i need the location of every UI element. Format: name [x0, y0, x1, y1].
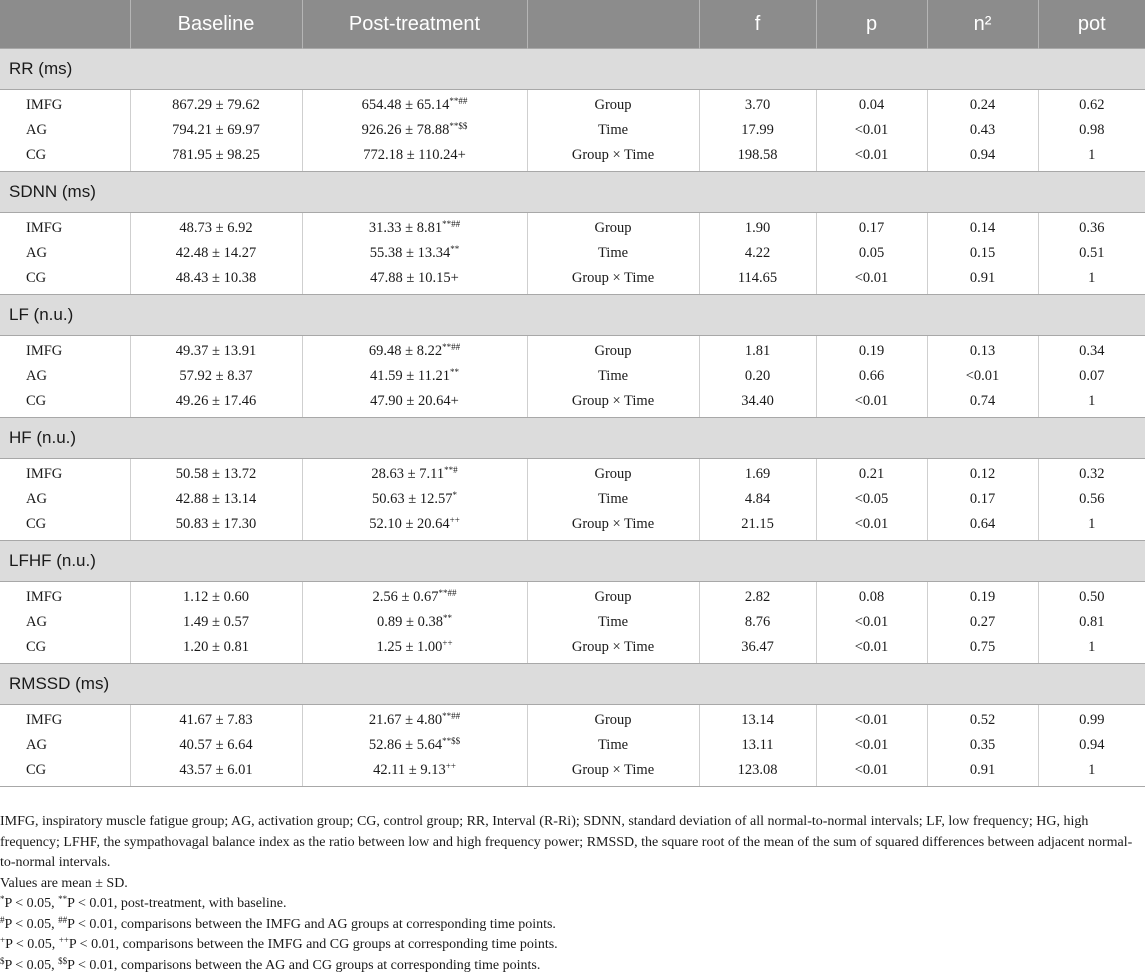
n2-cell: 0.74: [927, 389, 1038, 418]
p-cell: <0.01: [816, 610, 927, 635]
post-treatment-value: 31.33 ± 8.81: [368, 220, 443, 236]
table-row: [0, 241, 1145, 266]
n2-cell: 0.15: [927, 241, 1038, 266]
baseline-cell: 43.57 ± 6.01: [130, 758, 302, 787]
effect-cell: Group × Time: [527, 143, 699, 172]
effect-cell: Group × Time: [527, 758, 699, 787]
f-cell: 36.47: [699, 635, 816, 664]
n2-cell: 0.94: [927, 143, 1038, 172]
note-text: P < 0.05,: [4, 916, 59, 932]
note-symbol: $: [0, 955, 5, 966]
f-cell: 123.08: [699, 758, 816, 787]
effect-cell: Time: [527, 610, 699, 635]
table-row: [0, 266, 1145, 295]
note-abbreviations: IMFG, inspiratory muscle fatigue group; AG, activation group; CG, control group; RR, Interval (R-Ri); SDNN, standard deviation of all normal-to-normal intervals; LF, low frequency; HG, high frequency; LFHF, the sympathovagal balance index as the ratio between low and high frequency power; RMSSD, the square root of the mean of the sum of squared differences between adjacent normal-to-normal intervals.: [0, 814, 1133, 870]
n2-cell: <0.01: [927, 364, 1038, 389]
baseline-cell: 49.26 ± 17.46: [130, 389, 302, 418]
n2-cell: 0.52: [927, 705, 1038, 734]
post-treatment-cell: [302, 143, 527, 172]
note-line: [0, 935, 1140, 956]
note-text: P < 0.05,: [5, 937, 59, 952]
p-cell: <0.01: [816, 635, 927, 664]
pot-cell: 0.56: [1038, 487, 1145, 512]
group-cell: CG: [0, 266, 130, 295]
baseline-cell: 48.73 ± 6.92: [130, 213, 302, 242]
post-treatment-value: 50.63 ± 12.57: [372, 491, 453, 507]
effect-cell: Time: [527, 241, 699, 266]
section-row: [0, 295, 1145, 336]
group-cell: AG: [26, 737, 47, 753]
f-cell: 1.81: [699, 336, 816, 365]
header-f: f: [699, 0, 816, 49]
significance-marker: *: [452, 490, 457, 500]
section-title: RMSSD (ms): [0, 664, 1145, 705]
n2-cell: 0.17: [927, 487, 1038, 512]
note-symbol: ++: [58, 935, 69, 945]
post-treatment-cell: [302, 610, 527, 635]
effect-cell: Group: [527, 705, 699, 734]
post-treatment-cell: [302, 364, 527, 389]
table-row: [0, 459, 1145, 488]
n2-cell: 0.91: [927, 758, 1038, 787]
significance-marker: **#: [444, 465, 458, 475]
significance-marker: ++: [442, 638, 453, 648]
p-cell: <0.01: [816, 143, 927, 172]
f-cell: 1.69: [699, 459, 816, 488]
section-row: [0, 172, 1145, 213]
post-treatment-value: 47.88 ± 10.15+: [370, 270, 459, 286]
effect-cell: Group: [527, 459, 699, 488]
p-cell: 0.04: [816, 90, 927, 119]
section-row: [0, 418, 1145, 459]
post-treatment-cell: [302, 582, 527, 611]
post-treatment-value: 2.56 ± 0.67: [372, 589, 439, 605]
p-cell: 0.66: [816, 364, 927, 389]
table-row: [0, 733, 1145, 758]
group-cell: CG: [0, 143, 130, 172]
post-treatment-value: 52.86 ± 5.64: [368, 737, 443, 753]
group-cell: AG: [26, 491, 47, 507]
baseline-cell: 40.57 ± 6.64: [130, 733, 302, 758]
p-cell: 0.05: [816, 241, 927, 266]
group-cell: IMFG: [26, 712, 63, 728]
baseline-cell: 1.20 ± 0.81: [130, 635, 302, 664]
table-row: [0, 705, 1145, 734]
f-cell: 4.22: [699, 241, 816, 266]
f-cell: 4.84: [699, 487, 816, 512]
table-row: [0, 512, 1145, 541]
p-cell: <0.01: [816, 733, 927, 758]
n2-cell: 0.64: [927, 512, 1038, 541]
post-treatment-cell: [302, 512, 527, 541]
p-cell: <0.01: [816, 389, 927, 418]
baseline-cell: 42.88 ± 13.14: [130, 487, 302, 512]
significance-marker: **##: [438, 588, 457, 598]
header-baseline: Baseline: [130, 0, 302, 49]
table-row: [0, 213, 1145, 242]
note-line: [0, 894, 1140, 915]
f-cell: 13.11: [699, 733, 816, 758]
note-values: Values are mean ± SD.: [0, 875, 128, 891]
p-cell: <0.01: [816, 266, 927, 295]
note-symbol: $$: [58, 955, 68, 966]
header-pot: pot: [1038, 0, 1145, 49]
table-row: [0, 143, 1145, 172]
post-treatment-value: 926.26 ± 78.88: [361, 122, 450, 138]
f-cell: 3.70: [699, 90, 816, 119]
f-cell: 17.99: [699, 118, 816, 143]
section-title: LF (n.u.): [0, 295, 1145, 336]
pot-cell: 1: [1038, 266, 1145, 295]
p-cell: 0.08: [816, 582, 927, 611]
header-post-treatment: Post-treatment: [302, 0, 527, 49]
significance-marker: **: [449, 367, 459, 377]
baseline-cell: 50.58 ± 13.72: [130, 459, 302, 488]
group-cell: AG: [26, 614, 47, 630]
group-cell: AG: [26, 245, 47, 261]
post-treatment-cell: [302, 459, 527, 488]
note-symbol: ##: [58, 914, 68, 925]
post-treatment-value: 28.63 ± 7.11: [371, 466, 445, 482]
header-p: p: [816, 0, 927, 49]
post-treatment-value: 772.18 ± 110.24+: [363, 147, 466, 163]
effect-cell: Group: [527, 90, 699, 119]
f-cell: 8.76: [699, 610, 816, 635]
post-treatment-cell: [302, 90, 527, 119]
section-row: [0, 49, 1145, 90]
pot-cell: 0.32: [1038, 459, 1145, 488]
p-cell: <0.01: [816, 705, 927, 734]
p-cell: <0.01: [816, 512, 927, 541]
note-line: [0, 915, 1140, 936]
table-row: [0, 487, 1145, 512]
pot-cell: 1: [1038, 389, 1145, 418]
baseline-cell: 50.83 ± 17.30: [130, 512, 302, 541]
effect-cell: Time: [527, 118, 699, 143]
group-cell: IMFG: [26, 589, 63, 605]
note-text: P < 0.01, comparisons between the AG and CG groups at corresponding time points.: [67, 957, 541, 973]
effect-cell: Group × Time: [527, 635, 699, 664]
section-title: SDNN (ms): [0, 172, 1145, 213]
table-row: [0, 364, 1145, 389]
group-cell: AG: [26, 368, 47, 384]
p-cell: <0.01: [816, 758, 927, 787]
pot-cell: 0.36: [1038, 213, 1145, 242]
pot-cell: 0.07: [1038, 364, 1145, 389]
pot-cell: 0.62: [1038, 90, 1145, 119]
pot-cell: 0.34: [1038, 336, 1145, 365]
p-cell: 0.19: [816, 336, 927, 365]
n2-cell: 0.35: [927, 733, 1038, 758]
baseline-cell: 42.48 ± 14.27: [130, 241, 302, 266]
f-cell: 2.82: [699, 582, 816, 611]
baseline-cell: 781.95 ± 98.25: [130, 143, 302, 172]
table-row: [0, 582, 1145, 611]
note-significance-lines: [0, 894, 1140, 976]
n2-cell: 0.75: [927, 635, 1038, 664]
post-treatment-cell: [302, 487, 527, 512]
header-row: [0, 0, 1145, 49]
post-treatment-cell: [302, 733, 527, 758]
group-cell: IMFG: [26, 466, 63, 482]
note-text: P < 0.05,: [4, 957, 59, 973]
table-row: [0, 90, 1145, 119]
table-row: [0, 389, 1145, 418]
header-n2: n²: [927, 0, 1038, 49]
significance-marker: **##: [442, 711, 461, 721]
effect-cell: Time: [527, 733, 699, 758]
n2-cell: 0.43: [927, 118, 1038, 143]
post-treatment-value: 654.48 ± 65.14: [361, 97, 450, 113]
group-cell: CG: [0, 389, 130, 418]
post-treatment-value: 41.59 ± 11.21: [370, 368, 450, 384]
post-treatment-value: 69.48 ± 8.22: [368, 343, 443, 359]
n2-cell: 0.24: [927, 90, 1038, 119]
pot-cell: 0.98: [1038, 118, 1145, 143]
significance-marker: **: [442, 613, 452, 623]
n2-cell: 0.14: [927, 213, 1038, 242]
post-treatment-cell: [302, 635, 527, 664]
group-cell: CG: [0, 758, 130, 787]
table-row: [0, 336, 1145, 365]
post-treatment-cell: [302, 118, 527, 143]
n2-cell: 0.27: [927, 610, 1038, 635]
f-cell: 34.40: [699, 389, 816, 418]
table-body: [0, 49, 1145, 787]
note-text: P < 0.05,: [4, 896, 59, 911]
section-row: [0, 664, 1145, 705]
significance-marker: **$$: [449, 121, 468, 131]
post-treatment-cell: [302, 705, 527, 734]
significance-marker: **##: [442, 219, 461, 229]
header-effect: [527, 0, 699, 49]
post-treatment-cell: [302, 389, 527, 418]
table-row: [0, 758, 1145, 787]
baseline-cell: 57.92 ± 8.37: [130, 364, 302, 389]
table-row: [0, 118, 1145, 143]
p-cell: <0.05: [816, 487, 927, 512]
pot-cell: 1: [1038, 758, 1145, 787]
pot-cell: 0.50: [1038, 582, 1145, 611]
p-cell: 0.21: [816, 459, 927, 488]
f-cell: 21.15: [699, 512, 816, 541]
header-blank: [0, 0, 130, 49]
f-cell: 198.58: [699, 143, 816, 172]
note-symbol: #: [0, 914, 5, 925]
post-treatment-value: 42.11 ± 9.13: [373, 762, 446, 778]
effect-cell: Group × Time: [527, 266, 699, 295]
post-treatment-value: 1.25 ± 1.00: [376, 639, 443, 655]
n2-cell: 0.12: [927, 459, 1038, 488]
section-title: LFHF (n.u.): [0, 541, 1145, 582]
post-treatment-value: 52.10 ± 20.64: [369, 516, 450, 532]
group-cell: CG: [0, 512, 130, 541]
post-treatment-cell: [302, 213, 527, 242]
significance-marker: **##: [442, 342, 461, 352]
note-symbol: +: [0, 935, 6, 945]
baseline-cell: 41.67 ± 7.83: [130, 705, 302, 734]
pot-cell: 1: [1038, 512, 1145, 541]
effect-cell: Group: [527, 213, 699, 242]
post-treatment-cell: [302, 266, 527, 295]
post-treatment-value: 55.38 ± 13.34: [369, 245, 451, 261]
f-cell: 13.14: [699, 705, 816, 734]
pot-cell: 0.99: [1038, 705, 1145, 734]
p-cell: <0.01: [816, 118, 927, 143]
note-symbol: *: [0, 894, 5, 904]
group-cell: IMFG: [26, 97, 63, 113]
n2-cell: 0.19: [927, 582, 1038, 611]
baseline-cell: 867.29 ± 79.62: [130, 90, 302, 119]
baseline-cell: 49.37 ± 13.91: [130, 336, 302, 365]
significance-marker: ++: [449, 515, 460, 525]
baseline-cell: 1.49 ± 0.57: [130, 610, 302, 635]
table-row: [0, 610, 1145, 635]
n2-cell: 0.91: [927, 266, 1038, 295]
note-text: P < 0.01, comparisons between the IMFG and CG groups at corresponding time points.: [68, 937, 558, 952]
effect-cell: Group × Time: [527, 512, 699, 541]
pot-cell: 1: [1038, 143, 1145, 172]
note-symbol: **: [58, 894, 68, 904]
n2-cell: 0.13: [927, 336, 1038, 365]
significance-marker: ++: [445, 761, 456, 771]
f-cell: 114.65: [699, 266, 816, 295]
baseline-cell: 48.43 ± 10.38: [130, 266, 302, 295]
group-cell: IMFG: [26, 343, 63, 359]
table-notes: [0, 812, 1140, 976]
post-treatment-cell: [302, 336, 527, 365]
note-text: P < 0.01, post-treatment, with baseline.: [67, 896, 287, 911]
group-cell: AG: [26, 122, 47, 138]
effect-cell: Group × Time: [527, 389, 699, 418]
significance-marker: **##: [449, 96, 468, 106]
pot-cell: 0.51: [1038, 241, 1145, 266]
significance-marker: **$$: [442, 736, 461, 746]
effect-cell: Group: [527, 582, 699, 611]
post-treatment-value: 47.90 ± 20.64+: [370, 393, 459, 409]
section-title: HF (n.u.): [0, 418, 1145, 459]
pot-cell: 0.94: [1038, 733, 1145, 758]
effect-cell: Time: [527, 487, 699, 512]
note-line: [0, 956, 1140, 977]
post-treatment-cell: [302, 241, 527, 266]
post-treatment-value: 21.67 ± 4.80: [368, 712, 443, 728]
post-treatment-cell: [302, 758, 527, 787]
f-cell: 0.20: [699, 364, 816, 389]
effect-cell: Time: [527, 364, 699, 389]
pot-cell: 0.81: [1038, 610, 1145, 635]
baseline-cell: 794.21 ± 69.97: [130, 118, 302, 143]
section-title: RR (ms): [0, 49, 1145, 90]
p-cell: 0.17: [816, 213, 927, 242]
post-treatment-value: 0.89 ± 0.38: [377, 614, 443, 630]
table-row: [0, 635, 1145, 664]
f-cell: 1.90: [699, 213, 816, 242]
baseline-cell: 1.12 ± 0.60: [130, 582, 302, 611]
section-row: [0, 541, 1145, 582]
pot-cell: 1: [1038, 635, 1145, 664]
note-text: P < 0.01, comparisons between the IMFG and AG groups at corresponding time points.: [67, 916, 556, 932]
group-cell: CG: [0, 635, 130, 664]
effect-cell: Group: [527, 336, 699, 365]
significance-marker: **: [450, 244, 460, 254]
group-cell: IMFG: [26, 220, 63, 236]
